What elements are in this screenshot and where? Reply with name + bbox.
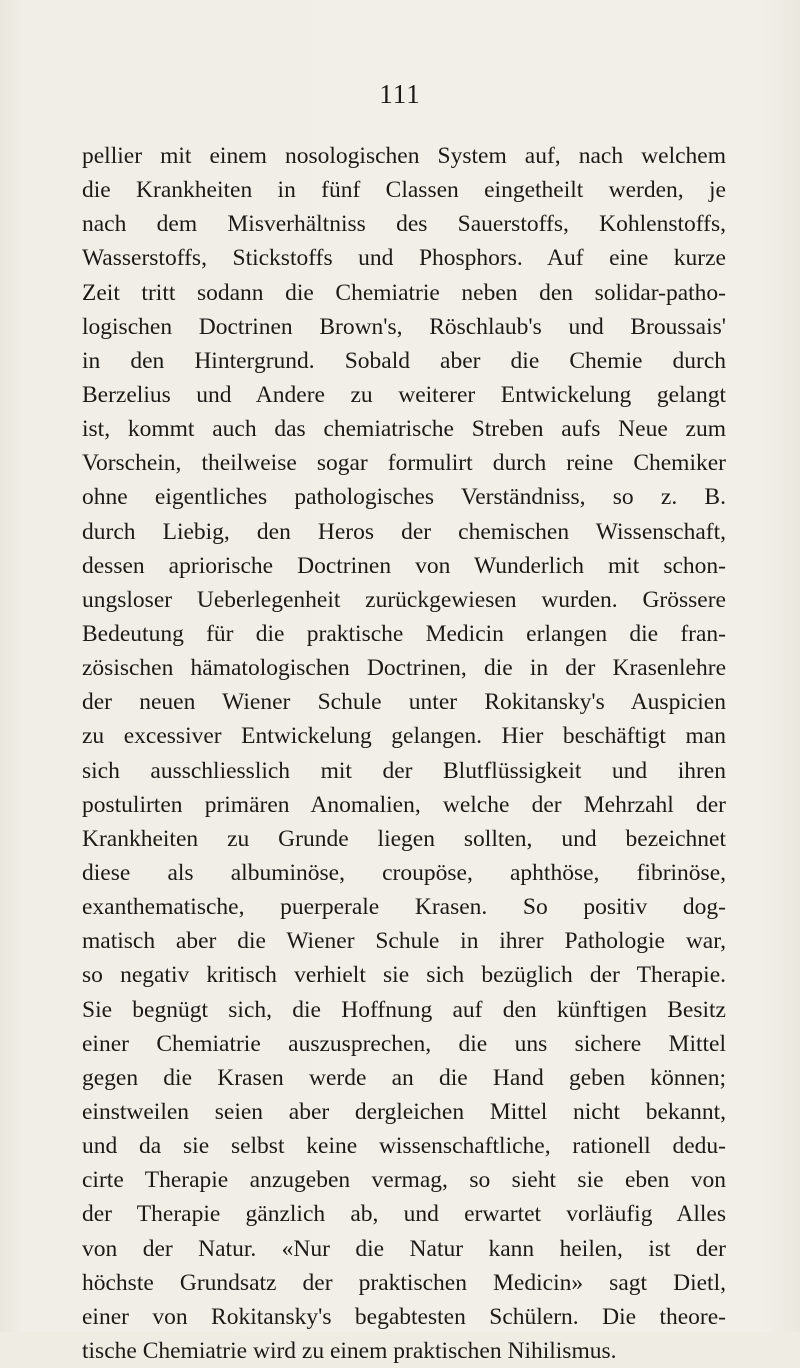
text-line: pellier mit einem nosologischen System auf, nach welchem: [82, 143, 726, 169]
text-line: Sie begnügt sich, die Hoffnung auf den künftigen Besitz: [82, 996, 726, 1023]
text-line: einer Chemiatrie auszusprechen, die uns sichere Mittel: [82, 1030, 726, 1057]
text-line: ist, kommt auch das chemiatrische Streben aufs Neue zum: [82, 416, 726, 443]
text-line: von der Natur. «Nur die Natur kann heilen, ist der: [82, 1235, 726, 1262]
text-line: cirte Therapie anzugeben vermag, so sieht sie eben von: [82, 1167, 726, 1194]
text-line: Wasserstoffs, Stickstoffs und Phosphors. Auf eine kurze: [82, 245, 726, 272]
text-line: so negativ kritisch verhielt sie sich bezüglich der Therapie.: [82, 962, 726, 989]
text-line: zösischen hämatologischen Doctrinen, die in der Krasenlehre: [82, 655, 726, 682]
text-line: diese als albuminöse, croupöse, aphthöse, fibrinöse,: [82, 859, 726, 886]
text-line: postulirten primären Anomalien, welche der Mehrzahl der: [82, 791, 726, 818]
text-line: Bedeutung für die praktische Medicin erlangen die fran-: [82, 620, 726, 647]
text-line: in den Hintergrund. Sobald aber die Chemie durch: [82, 347, 726, 374]
text-line: matisch aber die Wiener Schule in ihrer Pathologie war,: [82, 928, 726, 955]
text-line: der neuen Wiener Schule unter Rokitansky's Auspicien: [82, 689, 726, 716]
text-line: dessen apriorische Doctrinen von Wunderlich mit schon-: [82, 552, 726, 579]
text-line: nach dem Misverhältniss des Sauerstoffs, Kohlenstoffs,: [82, 211, 726, 238]
text-line: exanthematische, puerperale Krasen. So positiv dog-: [82, 894, 726, 921]
body-text: [82, 139, 726, 1368]
text-line: tische Chemiatrie wird zu einem praktischen Nihilismus.: [82, 1337, 617, 1364]
text-line: zu excessiver Entwickelung gelangen. Hier beschäftigt man: [82, 723, 726, 750]
text-line: und da sie selbst keine wissenschaftliche, rationell dedu-: [82, 1133, 726, 1160]
text-line: logischen Doctrinen Brown's, Röschlaub's und Broussais': [82, 313, 726, 340]
text-line: Vorschein, theilweise sogar formulirt durch reine Chemiker: [82, 450, 726, 477]
text-line: ungsloser Ueberlegenheit zurückgewiesen wurden. Grössere: [82, 586, 726, 613]
text-line: gegen die Krasen werde an die Hand geben können;: [82, 1064, 726, 1091]
text-line: sich ausschliesslich mit der Blutflüssigkeit und ihren: [82, 757, 726, 784]
text-line: die Krankheiten in fünf Classen eingetheilt werden, je: [82, 177, 726, 204]
text-line: ohne eigentliches pathologisches Verständniss, so z. B.: [82, 484, 726, 511]
text-line: höchste Grundsatz der praktischen Medicin» sagt Dietl,: [82, 1269, 726, 1296]
text-line: Berzelius und Andere zu weiterer Entwickelung gelangt: [82, 381, 726, 408]
text-line: durch Liebig, den Heros der chemischen Wissenschaft,: [82, 518, 726, 545]
text-line: Zeit tritt sodann die Chemiatrie neben den solidar-patho-: [82, 279, 726, 306]
text-line: einstweilen seien aber dergleichen Mittel nicht bekannt,: [82, 1098, 726, 1125]
text-line: der Therapie gänzlich ab, und erwartet vorläufig Alles: [82, 1201, 726, 1228]
text-line: Krankheiten zu Grunde liegen sollten, und bezeichnet: [82, 825, 726, 852]
page-number: 111: [379, 79, 421, 109]
text-line: einer von Rokitansky's begabtesten Schülern. Die theore-: [82, 1303, 726, 1330]
